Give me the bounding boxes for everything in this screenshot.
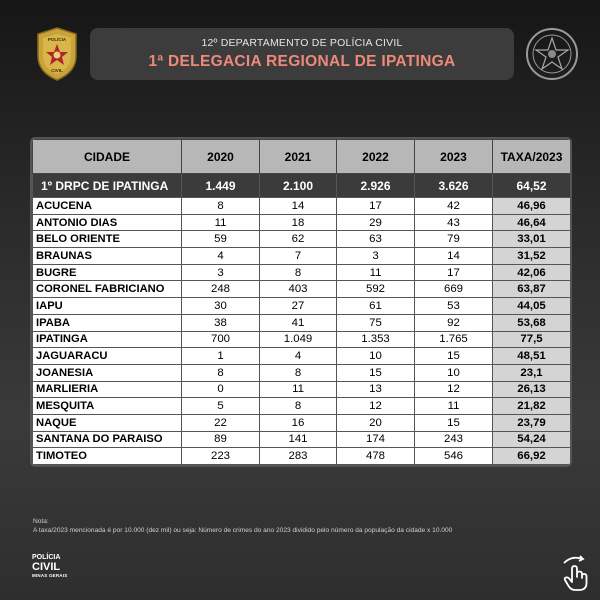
police-badge-icon: [34, 26, 80, 82]
value-2020: 0: [182, 381, 260, 398]
rate-2023: 44,05: [493, 298, 571, 315]
value-2020: 5: [182, 398, 260, 415]
city-name: BELO ORIENTE: [33, 231, 182, 248]
value-2022: 29: [337, 214, 415, 231]
city-name: CORONEL FABRICIANO: [33, 281, 182, 298]
value-2022: 174: [337, 431, 415, 448]
value-2023: 669: [415, 281, 493, 298]
value-2022: 63: [337, 231, 415, 248]
value-2022: 15: [337, 364, 415, 381]
value-2023: 546: [415, 448, 493, 465]
city-name: TIMOTEO: [33, 448, 182, 465]
rate-2023: 63,87: [493, 281, 571, 298]
region-2020: 1.449: [182, 174, 260, 198]
footnote: [33, 517, 573, 535]
city-name: BUGRE: [33, 264, 182, 281]
value-2020: 22: [182, 414, 260, 431]
value-2020: 700: [182, 331, 260, 348]
value-2021: 16: [260, 414, 337, 431]
value-2023: 43: [415, 214, 493, 231]
value-2022: 11: [337, 264, 415, 281]
value-2023: 42: [415, 198, 493, 215]
rate-2023: 42,06: [493, 264, 571, 281]
region-2023: 3.626: [415, 174, 493, 198]
value-2021: 141: [260, 431, 337, 448]
value-2020: 30: [182, 298, 260, 315]
svg-text:CIVIL: CIVIL: [51, 68, 63, 73]
table-row: [33, 348, 571, 365]
table-row: [33, 298, 571, 315]
rate-2023: 46,64: [493, 214, 571, 231]
table-row: [33, 414, 571, 431]
value-2023: 1.765: [415, 331, 493, 348]
table-row: [33, 381, 571, 398]
value-2021: 27: [260, 298, 337, 315]
rate-2023: 46,96: [493, 198, 571, 215]
value-2020: 59: [182, 231, 260, 248]
city-name: BRAUNAS: [33, 248, 182, 265]
column-header-2020: 2020: [182, 140, 260, 174]
value-2023: 243: [415, 431, 493, 448]
value-2023: 15: [415, 414, 493, 431]
value-2020: 8: [182, 198, 260, 215]
value-2020: 248: [182, 281, 260, 298]
value-2021: 4: [260, 348, 337, 365]
value-2023: 11: [415, 398, 493, 415]
footnote-text: A taxa/2023 mencionada é por 10.000 (dez mil) ou seja: Número de crimes do ano 2023 dividido pelo número da população da cidade x 10.000: [33, 527, 453, 534]
value-2022: 3: [337, 248, 415, 265]
value-2021: 403: [260, 281, 337, 298]
column-header-city: CIDADE: [33, 140, 182, 174]
value-2022: 20: [337, 414, 415, 431]
value-2021: 18: [260, 214, 337, 231]
rate-2023: 21,82: [493, 398, 571, 415]
department-name: 12º DEPARTAMENTO DE POLÍCIA CIVIL: [201, 37, 403, 49]
value-2021: 62: [260, 231, 337, 248]
table-row: [33, 248, 571, 265]
city-name: IAPU: [33, 298, 182, 315]
value-2021: 283: [260, 448, 337, 465]
value-2021: 7: [260, 248, 337, 265]
swipe-hand-icon[interactable]: [558, 553, 594, 593]
crime-statistics-table: [30, 137, 572, 467]
value-2023: 15: [415, 348, 493, 365]
logo-line-2: CIVIL: [32, 561, 61, 573]
rate-2023: 23,79: [493, 414, 571, 431]
value-2022: 478: [337, 448, 415, 465]
value-2022: 12: [337, 398, 415, 415]
column-header-2021: 2021: [260, 140, 337, 174]
value-2021: 8: [260, 264, 337, 281]
value-2023: 10: [415, 364, 493, 381]
value-2023: 14: [415, 248, 493, 265]
logo-line-1: POLÍCIA: [32, 554, 61, 561]
crest-emblem-icon: [524, 26, 580, 82]
value-2021: 11: [260, 381, 337, 398]
value-2022: 75: [337, 314, 415, 331]
column-header-rate: TAXA/2023: [493, 140, 571, 174]
policia-civil-logo: [32, 554, 72, 580]
city-name: IPABA: [33, 314, 182, 331]
city-name: JAGUARACU: [33, 348, 182, 365]
table-row: [33, 398, 571, 415]
city-name: SANTANA DO PARAISO: [33, 431, 182, 448]
city-name: JOANESIA: [33, 364, 182, 381]
table-row: [33, 198, 571, 215]
table-row: [33, 431, 571, 448]
region-name: 1º DRPC DE IPATINGA: [33, 174, 182, 198]
rate-2023: 26,13: [493, 381, 571, 398]
column-header-2022: 2022: [337, 140, 415, 174]
value-2023: 17: [415, 264, 493, 281]
city-name: IPATINGA: [33, 331, 182, 348]
table-row: [33, 314, 571, 331]
header-banner: [90, 28, 514, 80]
svg-text:POLÍCIA: POLÍCIA: [47, 37, 67, 42]
value-2021: 8: [260, 364, 337, 381]
page-title: 1ª DELEGACIA REGIONAL DE IPATINGA: [148, 53, 456, 70]
rate-2023: 77,5: [493, 331, 571, 348]
value-2020: 38: [182, 314, 260, 331]
value-2021: 41: [260, 314, 337, 331]
region-total-row: [33, 174, 571, 198]
value-2022: 592: [337, 281, 415, 298]
rate-2023: 33,01: [493, 231, 571, 248]
rate-2023: 54,24: [493, 431, 571, 448]
value-2020: 223: [182, 448, 260, 465]
table-row: [33, 214, 571, 231]
region-2022: 2.926: [337, 174, 415, 198]
value-2022: 1.353: [337, 331, 415, 348]
value-2020: 3: [182, 264, 260, 281]
city-name: MARLIERIA: [33, 381, 182, 398]
logo-line-3: MINAS GERAIS: [32, 573, 68, 578]
rate-2023: 23,1: [493, 364, 571, 381]
table-row: [33, 264, 571, 281]
rate-2023: 48,51: [493, 348, 571, 365]
footnote-label: Nota:: [33, 518, 49, 525]
value-2021: 1.049: [260, 331, 337, 348]
value-2020: 89: [182, 431, 260, 448]
table-row: [33, 448, 571, 465]
table-row: [33, 231, 571, 248]
value-2020: 11: [182, 214, 260, 231]
rate-2023: 31,52: [493, 248, 571, 265]
value-2022: 61: [337, 298, 415, 315]
rate-2023: 66,92: [493, 448, 571, 465]
table-row: [33, 364, 571, 381]
value-2021: 14: [260, 198, 337, 215]
city-name: NAQUE: [33, 414, 182, 431]
table-header-row: [33, 140, 571, 174]
rate-2023: 53,68: [493, 314, 571, 331]
value-2023: 79: [415, 231, 493, 248]
value-2023: 12: [415, 381, 493, 398]
column-header-2023: 2023: [415, 140, 493, 174]
region-rate: 64,52: [493, 174, 571, 198]
table-row: [33, 281, 571, 298]
value-2020: 1: [182, 348, 260, 365]
value-2023: 53: [415, 298, 493, 315]
value-2022: 10: [337, 348, 415, 365]
value-2021: 8: [260, 398, 337, 415]
value-2022: 17: [337, 198, 415, 215]
value-2020: 8: [182, 364, 260, 381]
city-name: MESQUITA: [33, 398, 182, 415]
region-2021: 2.100: [260, 174, 337, 198]
value-2020: 4: [182, 248, 260, 265]
value-2023: 92: [415, 314, 493, 331]
table-row: [33, 331, 571, 348]
city-name: ACUCENA: [33, 198, 182, 215]
city-name: ANTONIO DIAS: [33, 214, 182, 231]
value-2022: 13: [337, 381, 415, 398]
